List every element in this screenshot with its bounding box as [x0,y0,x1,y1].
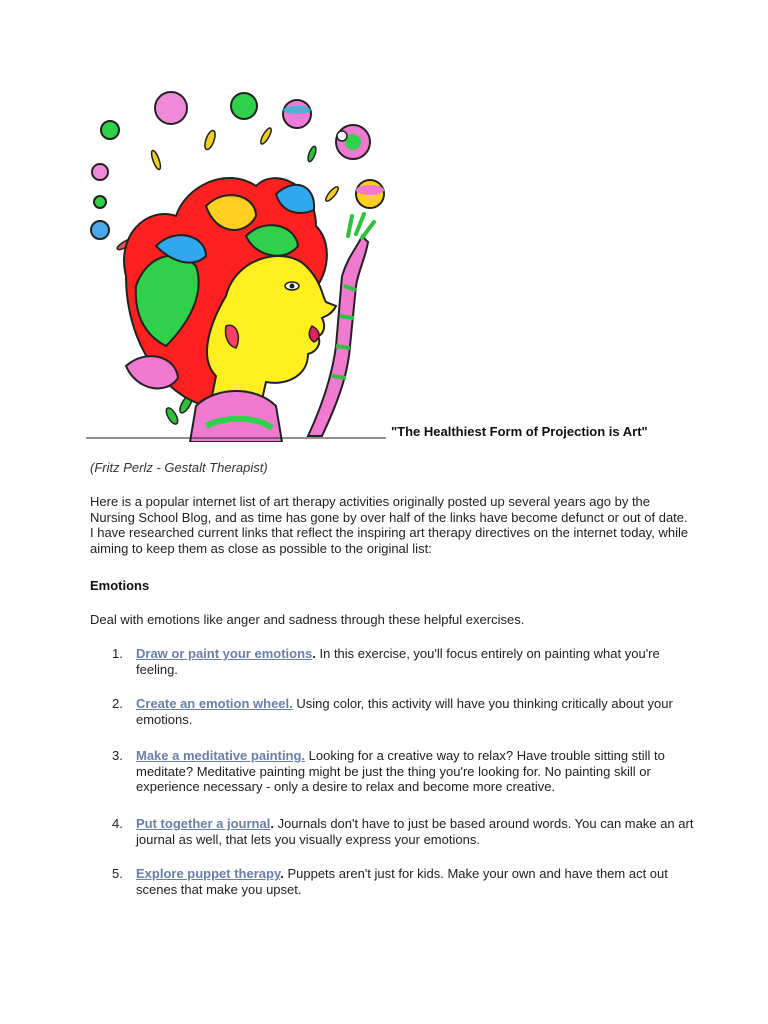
list-description: In this exercise, you'll focus entirely on painting what you're feeling. [136,646,660,677]
list-number: 1. [112,646,123,661]
document-page: "The Healthiest Form of Projection is Art" (Fritz Perlz - Gestalt Therapist) Here is a popular internet list of art therapy activities originally posted up several years ago by the Nursing School Blog, and as time has gone by over half of the links have become defunct or out of date. I have researched current links that reflect the inspiring art therapy directives on the internet today, while aiming to keep them as close as possible to the original list: Emotions Deal with emotions like anger and sadness through these helpful exercises. 1. Draw or paint your emotions. In this exercise, you'll focus entirely on painting what you're feeling. 2. Create an emotion wheel. Using color, this activity will have you thinking critically about your emotions. 3. Make a meditative painting. Looking for a creative way to relax? Have trouble sitting still to meditate? Meditative painting might be just the thing you're looking for. No painting skill or experience necessary - only a desire to relax and become more creative. 4. Put together a journal. Journals don't have to just be based around words. You can make an art journal as well, that lets you visually express your emotions. 5. Explore puppet therapy. Puppets aren't just for kids. Make your own and have them act out scenes that make you upset. [0,0,768,1024]
list-number: 3. [112,748,123,763]
list-description: Puppets aren't just for kids. Make your own and have them act out scenes that make you upset. [136,866,668,897]
intro-paragraph: Here is a popular internet list of art therapy activities originally posted up several years ago by the Nursing School Blog, and as time has gone by over half of the links have become defunct or out of date. I have researched current links that reflect the inspiring art therapy directives on the internet today, while aiming to keep them as close as possible to the original list: [90,494,689,556]
list-number: 5. [112,866,123,881]
list-link[interactable]: Draw or paint your emotions [136,646,313,661]
section-lead: Deal with emotions like anger and sadness through these helpful exercises. [90,612,525,627]
list-link[interactable]: Put together a journal [136,816,271,831]
list-description: Looking for a creative way to relax? Have trouble sitting still to meditate? Meditative painting might be just the thing you're looking for. No painting skill or experience necessary - only a desire to relax and become more creative. [136,748,665,794]
quote-attribution: (Fritz Perlz - Gestalt Therapist) [90,460,268,475]
list-description: Journals don't have to just be based around words. You can make an art journal as well, that lets you visually express your emotions. [136,816,694,847]
quote-text: "The Healthiest Form of Projection is Art" [391,424,648,439]
list-number: 2. [112,696,123,711]
list-number: 4. [112,816,123,831]
list-link[interactable]: Explore puppet therapy [136,866,281,881]
list-link[interactable]: Make a meditative painting. [136,748,306,763]
list-description: Using color, this activity will have you thinking critically about your emotions. [136,696,673,727]
list-link[interactable]: Create an emotion wheel. [136,696,293,711]
section-heading: Emotions [90,578,150,593]
art-therapy-illustration [86,86,396,442]
